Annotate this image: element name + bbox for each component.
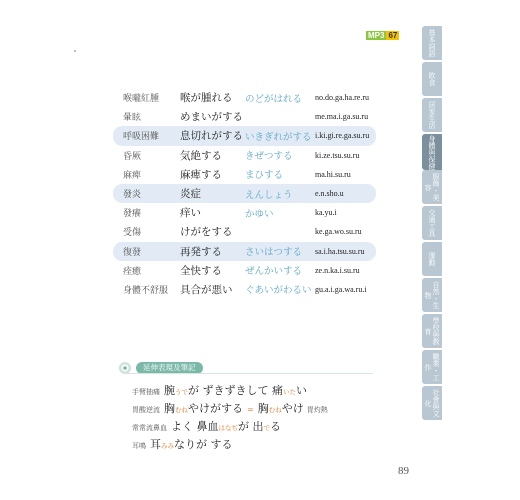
romaji-reading: ze.n.ka.i.su.ru — [315, 265, 360, 275]
example-text: る — [270, 420, 281, 433]
gloss-text: 胃灼熱 — [306, 406, 328, 414]
furigana: うで — [175, 388, 188, 396]
furigana: みみ — [161, 442, 174, 450]
kana-reading: のどがはれる — [245, 93, 303, 105]
side-tab[interactable]: 基本詞語 — [422, 26, 442, 60]
romaji-reading: sa.i.ha.tsu.su.ru — [315, 246, 365, 256]
japanese-term: 再発する — [180, 245, 222, 258]
chinese-term: 發癢 — [123, 209, 142, 220]
example-text: 胸 — [164, 402, 175, 415]
vocab-row — [113, 126, 376, 145]
japanese-term: 炎症 — [180, 188, 201, 201]
page-number: 89 — [398, 465, 409, 477]
example-sentence — [132, 418, 281, 434]
japanese-term: めまいがする — [180, 111, 243, 124]
side-tab[interactable]: 職業・工作 — [422, 350, 442, 384]
side-tab[interactable]: 身體與保健 — [422, 134, 442, 170]
furigana: で — [263, 424, 270, 432]
chinese-term: 喉嚨紅腫 — [123, 94, 160, 105]
example-text: 耳 — [150, 438, 161, 451]
furigana: むね — [268, 406, 282, 414]
vocab-row — [113, 261, 376, 280]
furigana: いた — [283, 388, 296, 396]
kana-reading: ぜんかいする — [245, 266, 303, 278]
vocab-row — [113, 88, 376, 107]
romaji-reading: gu.a.i.ga.wa.ru.i — [315, 284, 367, 294]
side-tab[interactable]: 學校與教育 — [422, 314, 442, 348]
romaji-reading: me.ma.i.ga.su.ru — [315, 112, 369, 122]
example-text: 胸 — [257, 402, 269, 415]
example-text: が 出 — [238, 420, 264, 433]
japanese-term: 気絶する — [180, 149, 222, 162]
chinese-term: 身體不舒服 — [123, 285, 169, 296]
example-text: い — [296, 384, 307, 397]
example-label: 常常流鼻血 — [132, 424, 167, 432]
example-text: やけ — [281, 402, 304, 415]
side-tab[interactable]: 自然・生物 — [422, 278, 442, 312]
mp3-track-number: 67 — [388, 31, 398, 40]
kana-reading: えんしょう — [245, 189, 293, 201]
extension-title: 延伸表現及筆記 — [136, 362, 203, 374]
extension-divider — [125, 373, 373, 374]
side-tab[interactable]: 居家生活 — [422, 98, 442, 132]
furigana: はなぢ — [218, 424, 238, 432]
vocab-row — [113, 184, 376, 203]
chinese-term: 發炎 — [123, 190, 142, 201]
romaji-reading: ke.ga.wo.su.ru — [315, 227, 362, 237]
kana-reading: まひする — [245, 170, 284, 182]
example-text: やけがする — [188, 402, 243, 415]
mp3-label: MP3 — [368, 31, 385, 40]
example-sentence — [132, 436, 233, 452]
example-text: が ずきずきして 痛 — [188, 384, 283, 397]
chinese-term: 昏厥 — [123, 151, 142, 162]
example-text: なりが する — [174, 438, 233, 451]
japanese-term: 全快する — [180, 264, 222, 277]
equals-symbol: = — [247, 405, 254, 414]
japanese-term: 息切れがする — [180, 130, 243, 143]
example-label: 胃酸逆流 — [132, 406, 160, 414]
furigana: むね — [175, 406, 188, 414]
decorative-dot — [74, 50, 76, 52]
kana-reading: いきぎれがする — [245, 131, 312, 143]
vocab-row — [113, 280, 376, 299]
vocab-row — [113, 242, 376, 261]
japanese-term: 喉が腫れる — [180, 92, 233, 105]
side-tab[interactable]: 飲食 — [422, 62, 442, 96]
vocab-row — [113, 222, 376, 241]
kana-reading: さいはつする — [245, 247, 303, 259]
japanese-term: 具合が悪い — [180, 283, 233, 296]
example-label: 耳鳴 — [132, 442, 146, 450]
kana-reading: きぜつする — [245, 151, 293, 163]
chinese-term: 痊癒 — [123, 266, 142, 277]
romaji-reading: i.ki.gi.re.ga.su.ru — [315, 131, 370, 141]
chinese-term: 呼吸困難 — [123, 132, 160, 143]
side-tab[interactable]: 交通工具 — [422, 206, 442, 240]
romaji-reading: ki.ze.tsu.su.ru — [315, 150, 360, 160]
vocab-row — [113, 107, 376, 126]
vocabulary-table — [113, 88, 376, 299]
japanese-term: 痒い — [180, 207, 201, 220]
example-sentence — [132, 382, 307, 398]
romaji-reading: e.n.sho.u — [315, 189, 344, 199]
japanese-term: 麻痺する — [180, 168, 222, 181]
vocab-row — [113, 146, 376, 165]
romaji-reading: no.do.ga.ha.re.ru — [315, 93, 369, 103]
chinese-term: 麻痺 — [123, 170, 142, 181]
example-label: 手臂抽痛 — [132, 388, 160, 396]
side-tab[interactable]: 服飾・美容 — [422, 170, 442, 204]
side-tab[interactable]: 社會與文化 — [422, 386, 442, 420]
romaji-reading: ma.hi.su.ru — [315, 169, 351, 179]
example-text: 腕 — [164, 384, 175, 397]
side-tab[interactable]: 運動 — [422, 242, 442, 276]
vocab-row — [113, 165, 376, 184]
example-text: よく 鼻血 — [171, 420, 219, 433]
chinese-term: 受傷 — [123, 228, 142, 239]
example-sentence — [132, 400, 328, 416]
japanese-term: けがをする — [180, 226, 233, 239]
mp3-audio-badge[interactable] — [366, 31, 399, 40]
kana-reading: ぐあいがわるい — [245, 285, 312, 297]
chinese-term: 暈眩 — [123, 113, 142, 124]
chinese-term: 復發 — [123, 247, 142, 258]
kana-reading: かゆい — [245, 208, 274, 220]
romaji-reading: ka.yu.i — [315, 208, 337, 218]
vocab-row — [113, 203, 376, 222]
